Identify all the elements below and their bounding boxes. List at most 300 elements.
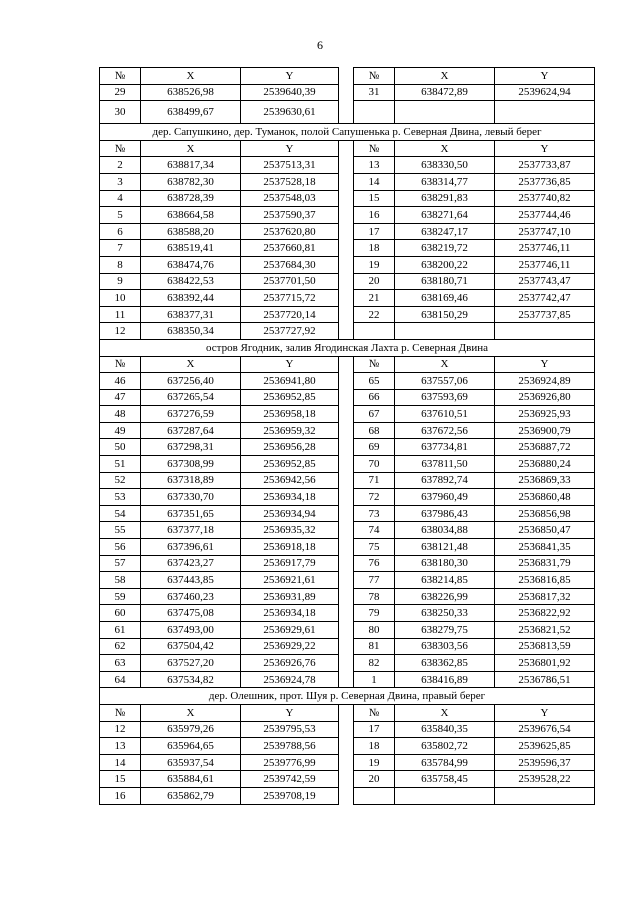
y-coordinate: 2536925,93 <box>495 406 595 423</box>
x-coordinate: 637423,27 <box>141 555 241 572</box>
header-y: Y <box>495 356 595 373</box>
header-row <box>100 356 595 373</box>
x-coordinate: 638314,77 <box>395 173 495 190</box>
header-y: Y <box>241 68 339 85</box>
y-coordinate: 2539788,56 <box>241 738 339 755</box>
empty-cell <box>495 787 595 804</box>
column-gap <box>339 721 354 738</box>
x-coordinate: 637443,85 <box>141 572 241 589</box>
x-coordinate: 637811,50 <box>395 456 495 473</box>
empty-cell <box>395 323 495 340</box>
header-x: X <box>395 704 495 721</box>
coordinates-table <box>99 67 595 805</box>
y-coordinate: 2537746,11 <box>495 256 595 273</box>
column-gap <box>339 771 354 788</box>
x-coordinate: 638728,39 <box>141 190 241 207</box>
point-number: 53 <box>100 489 141 506</box>
point-number: 15 <box>100 771 141 788</box>
point-number: 56 <box>100 539 141 556</box>
point-number: 79 <box>354 605 395 622</box>
empty-cell <box>395 787 495 804</box>
point-number: 2 <box>100 157 141 174</box>
column-gap <box>339 522 354 539</box>
table-row <box>100 323 595 340</box>
point-number: 71 <box>354 472 395 489</box>
point-number: 81 <box>354 638 395 655</box>
table-row <box>100 223 595 240</box>
point-number: 49 <box>100 422 141 439</box>
empty-cell <box>354 101 395 124</box>
y-coordinate: 2537733,87 <box>495 157 595 174</box>
x-coordinate: 635862,79 <box>141 787 241 804</box>
point-number: 9 <box>100 273 141 290</box>
section-title-row <box>100 124 595 141</box>
y-coordinate: 2537736,85 <box>495 173 595 190</box>
y-coordinate: 2536941,80 <box>241 373 339 390</box>
x-coordinate: 638416,89 <box>395 671 495 688</box>
point-number: 18 <box>354 240 395 257</box>
header-num: № <box>354 68 395 85</box>
header-num: № <box>100 356 141 373</box>
header-x: X <box>395 140 495 157</box>
column-gap <box>339 439 354 456</box>
point-number: 61 <box>100 622 141 639</box>
y-coordinate: 2537742,47 <box>495 290 595 307</box>
x-coordinate: 637593,69 <box>395 389 495 406</box>
x-coordinate: 638377,31 <box>141 306 241 323</box>
y-coordinate: 2539676,54 <box>495 721 595 738</box>
point-number: 59 <box>100 588 141 605</box>
y-coordinate: 2536934,18 <box>241 489 339 506</box>
y-coordinate: 2536801,92 <box>495 655 595 672</box>
x-coordinate: 635802,72 <box>395 738 495 755</box>
column-gap <box>339 101 354 124</box>
column-gap <box>339 373 354 390</box>
point-number: 31 <box>354 84 395 101</box>
point-number: 11 <box>100 306 141 323</box>
point-number: 75 <box>354 539 395 556</box>
x-coordinate: 637287,64 <box>141 422 241 439</box>
column-gap <box>339 704 354 721</box>
y-coordinate: 2537747,10 <box>495 223 595 240</box>
x-coordinate: 638214,85 <box>395 572 495 589</box>
point-number: 5 <box>100 207 141 224</box>
y-coordinate: 2536926,80 <box>495 389 595 406</box>
point-number: 66 <box>354 389 395 406</box>
x-coordinate: 635937,54 <box>141 754 241 771</box>
x-coordinate: 635784,99 <box>395 754 495 771</box>
column-gap <box>339 68 354 85</box>
point-number: 29 <box>100 84 141 101</box>
x-coordinate: 637672,56 <box>395 422 495 439</box>
point-number: 73 <box>354 505 395 522</box>
y-coordinate: 2537548,03 <box>241 190 339 207</box>
y-coordinate: 2537746,11 <box>495 240 595 257</box>
point-number: 58 <box>100 572 141 589</box>
table-row <box>100 489 595 506</box>
y-coordinate: 2536887,72 <box>495 439 595 456</box>
point-number: 51 <box>100 456 141 473</box>
x-coordinate: 638422,53 <box>141 273 241 290</box>
x-coordinate: 638782,30 <box>141 173 241 190</box>
x-coordinate: 638291,83 <box>395 190 495 207</box>
x-coordinate: 638588,20 <box>141 223 241 240</box>
y-coordinate: 2536956,28 <box>241 439 339 456</box>
column-gap <box>339 489 354 506</box>
header-x: X <box>141 140 241 157</box>
header-y: Y <box>495 68 595 85</box>
y-coordinate: 2536931,89 <box>241 588 339 605</box>
x-coordinate: 638247,17 <box>395 223 495 240</box>
y-coordinate: 2536822,92 <box>495 605 595 622</box>
table-row <box>100 638 595 655</box>
y-coordinate: 2537727,92 <box>241 323 339 340</box>
x-coordinate: 637986,43 <box>395 505 495 522</box>
x-coordinate: 638303,56 <box>395 638 495 655</box>
header-y: Y <box>495 140 595 157</box>
x-coordinate: 637351,65 <box>141 505 241 522</box>
y-coordinate: 2537513,31 <box>241 157 339 174</box>
x-coordinate: 637960,49 <box>395 489 495 506</box>
y-coordinate: 2537660,81 <box>241 240 339 257</box>
column-gap <box>339 84 354 101</box>
x-coordinate: 637892,74 <box>395 472 495 489</box>
table-row <box>100 373 595 390</box>
point-number: 74 <box>354 522 395 539</box>
point-number: 15 <box>354 190 395 207</box>
x-coordinate: 637330,70 <box>141 489 241 506</box>
point-number: 4 <box>100 190 141 207</box>
point-number: 67 <box>354 406 395 423</box>
table-row <box>100 738 595 755</box>
x-coordinate: 635758,45 <box>395 771 495 788</box>
x-coordinate: 638180,71 <box>395 273 495 290</box>
column-gap <box>339 207 354 224</box>
table-row <box>100 588 595 605</box>
table-row <box>100 101 595 124</box>
x-coordinate: 635840,35 <box>395 721 495 738</box>
table-row <box>100 721 595 738</box>
table-row <box>100 173 595 190</box>
header-y: Y <box>241 140 339 157</box>
y-coordinate: 2536934,94 <box>241 505 339 522</box>
x-coordinate: 637318,89 <box>141 472 241 489</box>
y-coordinate: 2539630,61 <box>241 101 339 124</box>
y-coordinate: 2536926,76 <box>241 655 339 672</box>
y-coordinate: 2536924,89 <box>495 373 595 390</box>
column-gap <box>339 539 354 556</box>
point-number: 60 <box>100 605 141 622</box>
x-coordinate: 635964,65 <box>141 738 241 755</box>
point-number: 54 <box>100 505 141 522</box>
x-coordinate: 637460,23 <box>141 588 241 605</box>
table-row <box>100 290 595 307</box>
empty-cell <box>395 101 495 124</box>
point-number: 20 <box>354 771 395 788</box>
point-number: 6 <box>100 223 141 240</box>
table-row <box>100 207 595 224</box>
y-coordinate: 2539528,22 <box>495 771 595 788</box>
x-coordinate: 635884,61 <box>141 771 241 788</box>
point-number: 82 <box>354 655 395 672</box>
point-number: 70 <box>354 456 395 473</box>
x-coordinate: 638200,22 <box>395 256 495 273</box>
table-row <box>100 572 595 589</box>
point-number: 46 <box>100 373 141 390</box>
point-number: 57 <box>100 555 141 572</box>
y-coordinate: 2539776,99 <box>241 754 339 771</box>
header-row <box>100 68 595 85</box>
x-coordinate: 637504,42 <box>141 638 241 655</box>
column-gap <box>339 738 354 755</box>
x-coordinate: 637527,20 <box>141 655 241 672</box>
y-coordinate: 2536816,85 <box>495 572 595 589</box>
y-coordinate: 2539624,94 <box>495 84 595 101</box>
table-row <box>100 190 595 207</box>
table-row <box>100 555 595 572</box>
table-row <box>100 422 595 439</box>
table-row <box>100 273 595 290</box>
table-row <box>100 256 595 273</box>
table-row <box>100 157 595 174</box>
section-title-row <box>100 688 595 705</box>
point-number: 72 <box>354 489 395 506</box>
x-coordinate: 638271,64 <box>395 207 495 224</box>
point-number: 52 <box>100 472 141 489</box>
y-coordinate: 2536860,48 <box>495 489 595 506</box>
x-coordinate: 638180,30 <box>395 555 495 572</box>
header-num: № <box>354 356 395 373</box>
point-number: 47 <box>100 389 141 406</box>
section-title: дер. Сапушкино, дер. Туманок, полой Сапушенька р. Северная Двина, левый берег <box>100 124 595 141</box>
column-gap <box>339 456 354 473</box>
x-coordinate: 637610,51 <box>395 406 495 423</box>
y-coordinate: 2539742,59 <box>241 771 339 788</box>
x-coordinate: 638150,29 <box>395 306 495 323</box>
column-gap <box>339 622 354 639</box>
y-coordinate: 2537701,50 <box>241 273 339 290</box>
y-coordinate: 2536817,32 <box>495 588 595 605</box>
table-row <box>100 754 595 771</box>
y-coordinate: 2537528,18 <box>241 173 339 190</box>
x-coordinate: 637396,61 <box>141 539 241 556</box>
x-coordinate: 638817,34 <box>141 157 241 174</box>
column-gap <box>339 356 354 373</box>
header-x: X <box>395 68 495 85</box>
page-number: 6 <box>317 38 323 52</box>
x-coordinate: 637377,18 <box>141 522 241 539</box>
y-coordinate: 2539640,39 <box>241 84 339 101</box>
y-coordinate: 2536786,51 <box>495 671 595 688</box>
x-coordinate: 638350,34 <box>141 323 241 340</box>
header-y: Y <box>495 704 595 721</box>
y-coordinate: 2537720,14 <box>241 306 339 323</box>
x-coordinate: 637265,54 <box>141 389 241 406</box>
table-row <box>100 505 595 522</box>
y-coordinate: 2536813,59 <box>495 638 595 655</box>
y-coordinate: 2536918,18 <box>241 539 339 556</box>
x-coordinate: 638330,50 <box>395 157 495 174</box>
y-coordinate: 2537743,47 <box>495 273 595 290</box>
header-x: X <box>141 704 241 721</box>
y-coordinate: 2536880,24 <box>495 456 595 473</box>
point-number: 7 <box>100 240 141 257</box>
x-coordinate: 637493,00 <box>141 622 241 639</box>
column-gap <box>339 389 354 406</box>
point-number: 62 <box>100 638 141 655</box>
x-coordinate: 637557,06 <box>395 373 495 390</box>
point-number: 48 <box>100 406 141 423</box>
x-coordinate: 637256,40 <box>141 373 241 390</box>
point-number: 10 <box>100 290 141 307</box>
column-gap <box>339 605 354 622</box>
x-coordinate: 635979,26 <box>141 721 241 738</box>
column-gap <box>339 190 354 207</box>
header-num: № <box>354 704 395 721</box>
point-number: 13 <box>100 738 141 755</box>
table-row <box>100 84 595 101</box>
header-num: № <box>100 140 141 157</box>
column-gap <box>339 157 354 174</box>
y-coordinate: 2539596,37 <box>495 754 595 771</box>
table-row <box>100 406 595 423</box>
point-number: 13 <box>354 157 395 174</box>
point-number: 8 <box>100 256 141 273</box>
point-number: 64 <box>100 671 141 688</box>
header-y: Y <box>241 704 339 721</box>
x-coordinate: 638519,41 <box>141 240 241 257</box>
point-number: 14 <box>100 754 141 771</box>
x-coordinate: 637276,59 <box>141 406 241 423</box>
point-number: 17 <box>354 223 395 240</box>
column-gap <box>339 256 354 273</box>
header-num: № <box>100 704 141 721</box>
header-num: № <box>354 140 395 157</box>
point-number: 30 <box>100 101 141 124</box>
point-number: 1 <box>354 671 395 688</box>
x-coordinate: 637734,81 <box>395 439 495 456</box>
point-number: 80 <box>354 622 395 639</box>
y-coordinate: 2537740,82 <box>495 190 595 207</box>
column-gap <box>339 273 354 290</box>
x-coordinate: 638169,46 <box>395 290 495 307</box>
column-gap <box>339 406 354 423</box>
table-row <box>100 622 595 639</box>
y-coordinate: 2536924,78 <box>241 671 339 688</box>
point-number: 21 <box>354 290 395 307</box>
x-coordinate: 637308,99 <box>141 456 241 473</box>
x-coordinate: 638226,99 <box>395 588 495 605</box>
column-gap <box>339 306 354 323</box>
y-coordinate: 2536952,85 <box>241 389 339 406</box>
empty-cell <box>354 787 395 804</box>
point-number: 78 <box>354 588 395 605</box>
table-row <box>100 605 595 622</box>
section-title: дер. Олешник, прот. Шуя р. Северная Двина, правый берег <box>100 688 595 705</box>
y-coordinate: 2536821,52 <box>495 622 595 639</box>
column-gap <box>339 323 354 340</box>
point-number: 12 <box>100 323 141 340</box>
point-number: 68 <box>354 422 395 439</box>
header-row <box>100 140 595 157</box>
x-coordinate: 637298,31 <box>141 439 241 456</box>
point-number: 22 <box>354 306 395 323</box>
header-x: X <box>141 356 241 373</box>
section-title: остров Ягодник, залив Ягодинская Лахта р. Северная Двина <box>100 339 595 356</box>
header-num: № <box>100 68 141 85</box>
point-number: 14 <box>354 173 395 190</box>
y-coordinate: 2536959,32 <box>241 422 339 439</box>
column-gap <box>339 655 354 672</box>
y-coordinate: 2539708,19 <box>241 787 339 804</box>
table-row <box>100 539 595 556</box>
header-y: Y <box>241 356 339 373</box>
column-gap <box>339 505 354 522</box>
x-coordinate: 638250,33 <box>395 605 495 622</box>
table-row <box>100 787 595 804</box>
point-number: 3 <box>100 173 141 190</box>
table-row <box>100 306 595 323</box>
x-coordinate: 638392,44 <box>141 290 241 307</box>
point-number: 18 <box>354 738 395 755</box>
y-coordinate: 2537737,85 <box>495 306 595 323</box>
y-coordinate: 2536841,35 <box>495 539 595 556</box>
point-number: 17 <box>354 721 395 738</box>
y-coordinate: 2536856,98 <box>495 505 595 522</box>
x-coordinate: 638034,88 <box>395 522 495 539</box>
column-gap <box>339 173 354 190</box>
y-coordinate: 2537590,37 <box>241 207 339 224</box>
y-coordinate: 2539625,85 <box>495 738 595 755</box>
table-row <box>100 240 595 257</box>
x-coordinate: 637534,82 <box>141 671 241 688</box>
y-coordinate: 2536935,32 <box>241 522 339 539</box>
section-title-row <box>100 339 595 356</box>
empty-cell <box>354 323 395 340</box>
y-coordinate: 2537620,80 <box>241 223 339 240</box>
y-coordinate: 2539795,53 <box>241 721 339 738</box>
point-number: 19 <box>354 256 395 273</box>
y-coordinate: 2537684,30 <box>241 256 339 273</box>
header-x: X <box>141 68 241 85</box>
table-row <box>100 771 595 788</box>
table-row <box>100 671 595 688</box>
y-coordinate: 2536850,47 <box>495 522 595 539</box>
column-gap <box>339 754 354 771</box>
x-coordinate: 638362,85 <box>395 655 495 672</box>
y-coordinate: 2536958,18 <box>241 406 339 423</box>
y-coordinate: 2536929,22 <box>241 638 339 655</box>
y-coordinate: 2536929,61 <box>241 622 339 639</box>
column-gap <box>339 671 354 688</box>
header-row <box>100 704 595 721</box>
column-gap <box>339 240 354 257</box>
empty-cell <box>495 323 595 340</box>
point-number: 50 <box>100 439 141 456</box>
table-row <box>100 456 595 473</box>
column-gap <box>339 787 354 804</box>
table-row <box>100 389 595 406</box>
column-gap <box>339 472 354 489</box>
y-coordinate: 2536952,85 <box>241 456 339 473</box>
y-coordinate: 2536869,33 <box>495 472 595 489</box>
x-coordinate: 638472,89 <box>395 84 495 101</box>
column-gap <box>339 223 354 240</box>
empty-cell <box>495 101 595 124</box>
x-coordinate: 638499,67 <box>141 101 241 124</box>
table-row <box>100 522 595 539</box>
point-number: 55 <box>100 522 141 539</box>
